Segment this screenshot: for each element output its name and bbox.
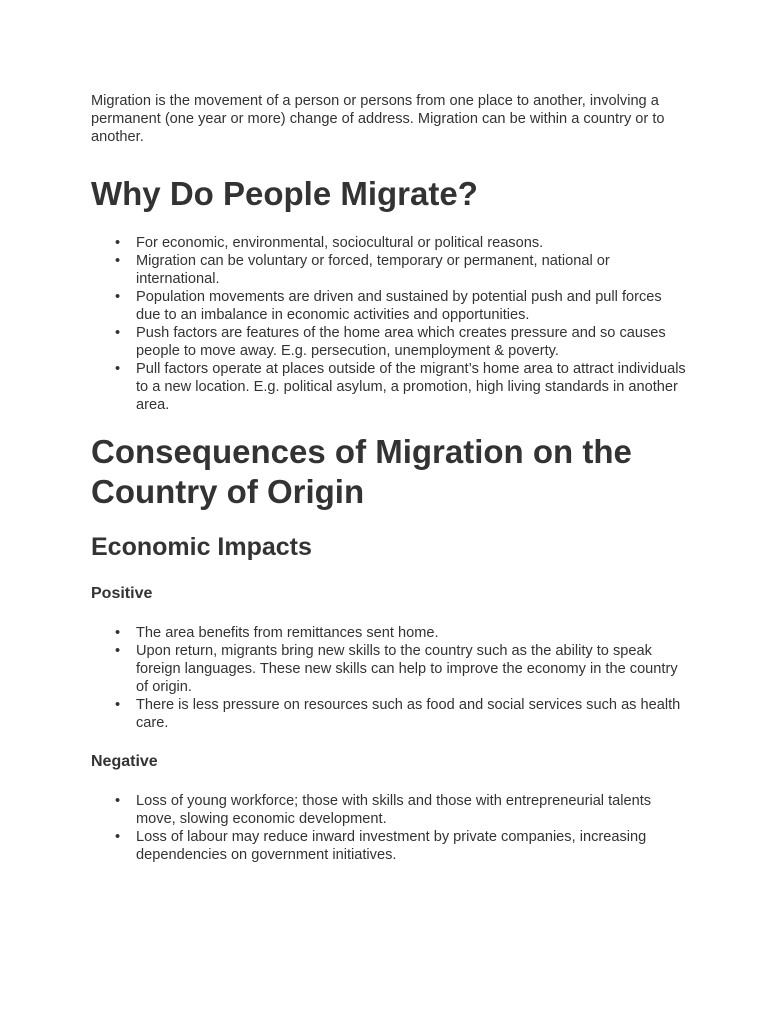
why-list	[91, 234, 688, 414]
list-item: • Pull factors operate at places outside of the migrant’s home area to attract individuals to a new location. E.g. political asylum, a promotion, high living standards in another area.	[136, 360, 688, 414]
list-item: • There is less pressure on resources such as food and social services such as health care.	[136, 696, 688, 732]
list-item: • Loss of young workforce; those with skills and those with entrepreneurial talents move, slowing economic development.	[136, 792, 688, 828]
list-item: • Population movements are driven and sustained by potential push and pull forces due to an imbalance in economic activities and opportunities.	[136, 288, 688, 324]
negative-heading: Negative	[91, 753, 158, 770]
why-heading: Why Do People Migrate?	[91, 175, 478, 212]
list-item: • The area benefits from remittances sent home.	[136, 624, 688, 642]
positive-list	[91, 624, 688, 732]
list-item: • For economic, environmental, sociocultural or political reasons.	[136, 234, 688, 252]
list-item: • Upon return, migrants bring new skills to the country such as the ability to speak foreign languages. These new skills can help to improve the economy in the country of origin.	[136, 642, 688, 696]
positive-heading: Positive	[91, 585, 153, 602]
economic-impacts-heading: Economic Impacts	[91, 533, 312, 561]
consequences-heading: Consequences of Migration on the Country of Origin	[91, 433, 632, 510]
intro-paragraph: Migration is the movement of a person or persons from one place to another, involving a permanent (one year or more) change of address. Migration can be within a country or to another.	[91, 93, 665, 145]
list-item: • Loss of labour may reduce inward investment by private companies, increasing dependencies on government initiatives.	[136, 828, 688, 864]
list-item: • Push factors are features of the home area which creates pressure and so causes people to move away. E.g. persecution, unemployment & poverty.	[136, 324, 688, 360]
list-item: • Migration can be voluntary or forced, temporary or permanent, national or international.	[136, 252, 688, 288]
negative-list	[91, 792, 688, 864]
